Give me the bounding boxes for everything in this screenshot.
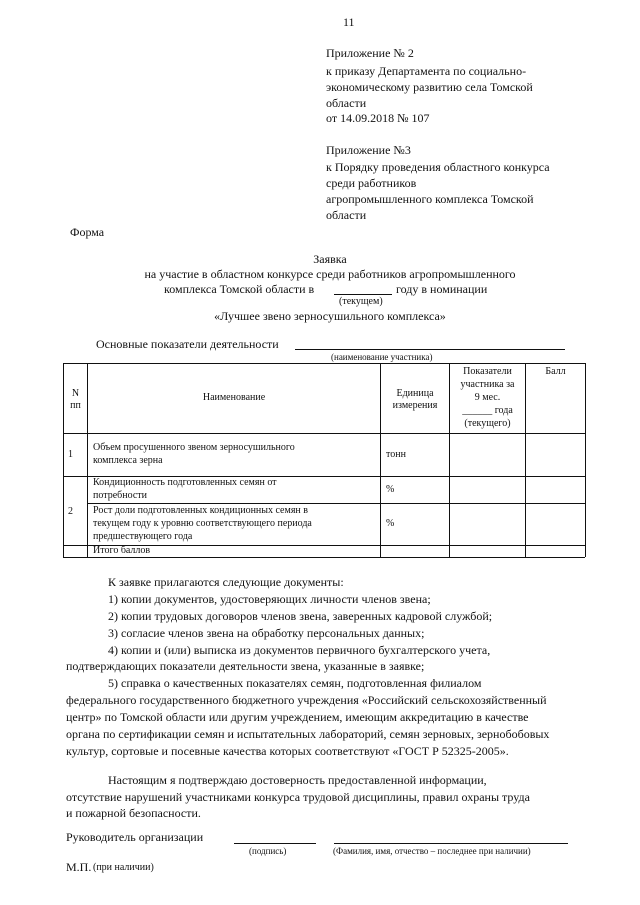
header-indicators: (текущего) bbox=[464, 418, 511, 429]
document-item-cont: федерального государственного бюджетного учреждения «Российский сельскохозяйственный bbox=[66, 693, 547, 707]
stamp-note: (при наличии) bbox=[93, 862, 154, 873]
header-num: пп bbox=[70, 400, 81, 411]
row-unit: % bbox=[386, 484, 395, 495]
appendix-3-line: среди работников bbox=[326, 176, 417, 190]
documents-intro: К заявке прилагаются следующие документы: bbox=[108, 575, 344, 589]
header-name: Наименование bbox=[202, 392, 266, 403]
head-label: Руководитель организации bbox=[66, 830, 204, 844]
heading-line-b: году в номинации bbox=[396, 282, 488, 296]
appendix-2-title: Приложение № 2 bbox=[326, 46, 414, 60]
document-item: 3) согласие членов звена на обработку персональных данных; bbox=[108, 626, 425, 640]
appendix-3-line: агропромышленного комплекса Томской bbox=[326, 192, 534, 206]
stamp-label: М.П. bbox=[66, 860, 92, 874]
document-item-cont: культур, сортовые и посевные качества которых соответствуют «ГОСТ Р 52325-2005». bbox=[66, 744, 509, 758]
header-indicators: 9 мес. bbox=[474, 392, 501, 403]
signature-note: (подпись) bbox=[249, 846, 287, 856]
header-indicators: участника за bbox=[460, 379, 515, 390]
header-indicators: ______ года bbox=[462, 405, 513, 416]
row-name: Кондиционность подготовленных семян от bbox=[93, 477, 277, 488]
document-item: 4) копии и (или) выписка из документов первичного бухгалтерского учета, bbox=[108, 643, 491, 657]
form-label: Форма bbox=[70, 225, 105, 239]
total-row-label: Итого баллов bbox=[93, 545, 151, 556]
nomination: «Лучшее звено зерносушильного комплекса» bbox=[214, 309, 446, 323]
appendix-2-line: к приказу Департамента по социально- bbox=[326, 64, 527, 78]
signature-line bbox=[234, 843, 316, 844]
row-name: потребности bbox=[93, 490, 147, 501]
row-unit: тонн bbox=[386, 449, 406, 460]
row-num: 2 bbox=[68, 506, 73, 517]
indicators-label: Основные показатели деятельности bbox=[96, 337, 279, 351]
document-item: 2) копии трудовых договоров членов звена, заверенных кадровой службой; bbox=[108, 609, 493, 623]
document-item-cont: подтверждающих показатели деятельности звена, указанные в заявке; bbox=[66, 659, 425, 673]
row-name: текущем году к уровню соответствующего периода bbox=[93, 518, 312, 529]
confirmation-line: и пожарной безопасности. bbox=[66, 806, 201, 820]
appendix-3-line: к Порядку проведения областного конкурса bbox=[326, 160, 550, 174]
heading-line-a: комплекса Томской области в bbox=[164, 282, 315, 296]
appendix-3-title: Приложение №3 bbox=[326, 143, 411, 157]
appendix-2-line: от 14.09.2018 № 107 bbox=[326, 111, 430, 125]
header-num: N bbox=[71, 388, 80, 399]
row-name: комплекса зерна bbox=[93, 455, 163, 466]
year-blank bbox=[334, 294, 392, 295]
participant-name-blank bbox=[295, 349, 565, 350]
appendix-2-line: области bbox=[326, 96, 367, 110]
row-unit: % bbox=[386, 518, 395, 529]
document-item-cont: центр» по Томской области или другим учреждением, имеющим аккредитацию в качестве bbox=[66, 710, 529, 724]
confirmation-line: Настоящим я подтверждаю достоверность предоставленной информации, bbox=[108, 773, 487, 787]
fio-note: (Фамилия, имя, отчество – последнее при наличии) bbox=[333, 846, 531, 856]
row-name: предшествующего года bbox=[93, 531, 193, 542]
appendix-2-line: экономическому развитию села Томской bbox=[326, 80, 533, 94]
document-item-cont: органа по сертификации семян и испытательных лабораторий, семян зерновых, зернобобовых bbox=[66, 727, 550, 741]
header-unit: Единица bbox=[396, 388, 434, 399]
header-unit: измерения bbox=[392, 400, 438, 411]
heading-title: Заявка bbox=[313, 252, 347, 266]
row-num: 1 bbox=[68, 449, 73, 460]
confirmation-line: отсутствие нарушений участниками конкурса трудовой дисциплины, правил охраны труда bbox=[66, 790, 530, 804]
current-year-note: (текущем) bbox=[339, 296, 383, 307]
row-name: Рост доли подготовленных кондиционных семян в bbox=[93, 505, 308, 516]
header-score: Балл bbox=[545, 366, 566, 377]
appendix-3-line: области bbox=[326, 208, 367, 222]
document-item: 5) справка о качественных показателях семян, подготовленная филиалом bbox=[108, 676, 482, 690]
participant-name-note: (наименование участника) bbox=[331, 352, 433, 362]
heading-subtitle: на участие в областном конкурсе среди работников агропромышленного bbox=[144, 267, 516, 281]
row-name: Объем просушенного звеном зерносушильного bbox=[93, 442, 295, 453]
fio-line bbox=[334, 843, 568, 844]
page-number: 11 bbox=[343, 15, 355, 29]
document-item: 1) копии документов, удостоверяющих личности членов звена; bbox=[108, 592, 431, 606]
header-indicators: Показатели bbox=[463, 366, 512, 377]
